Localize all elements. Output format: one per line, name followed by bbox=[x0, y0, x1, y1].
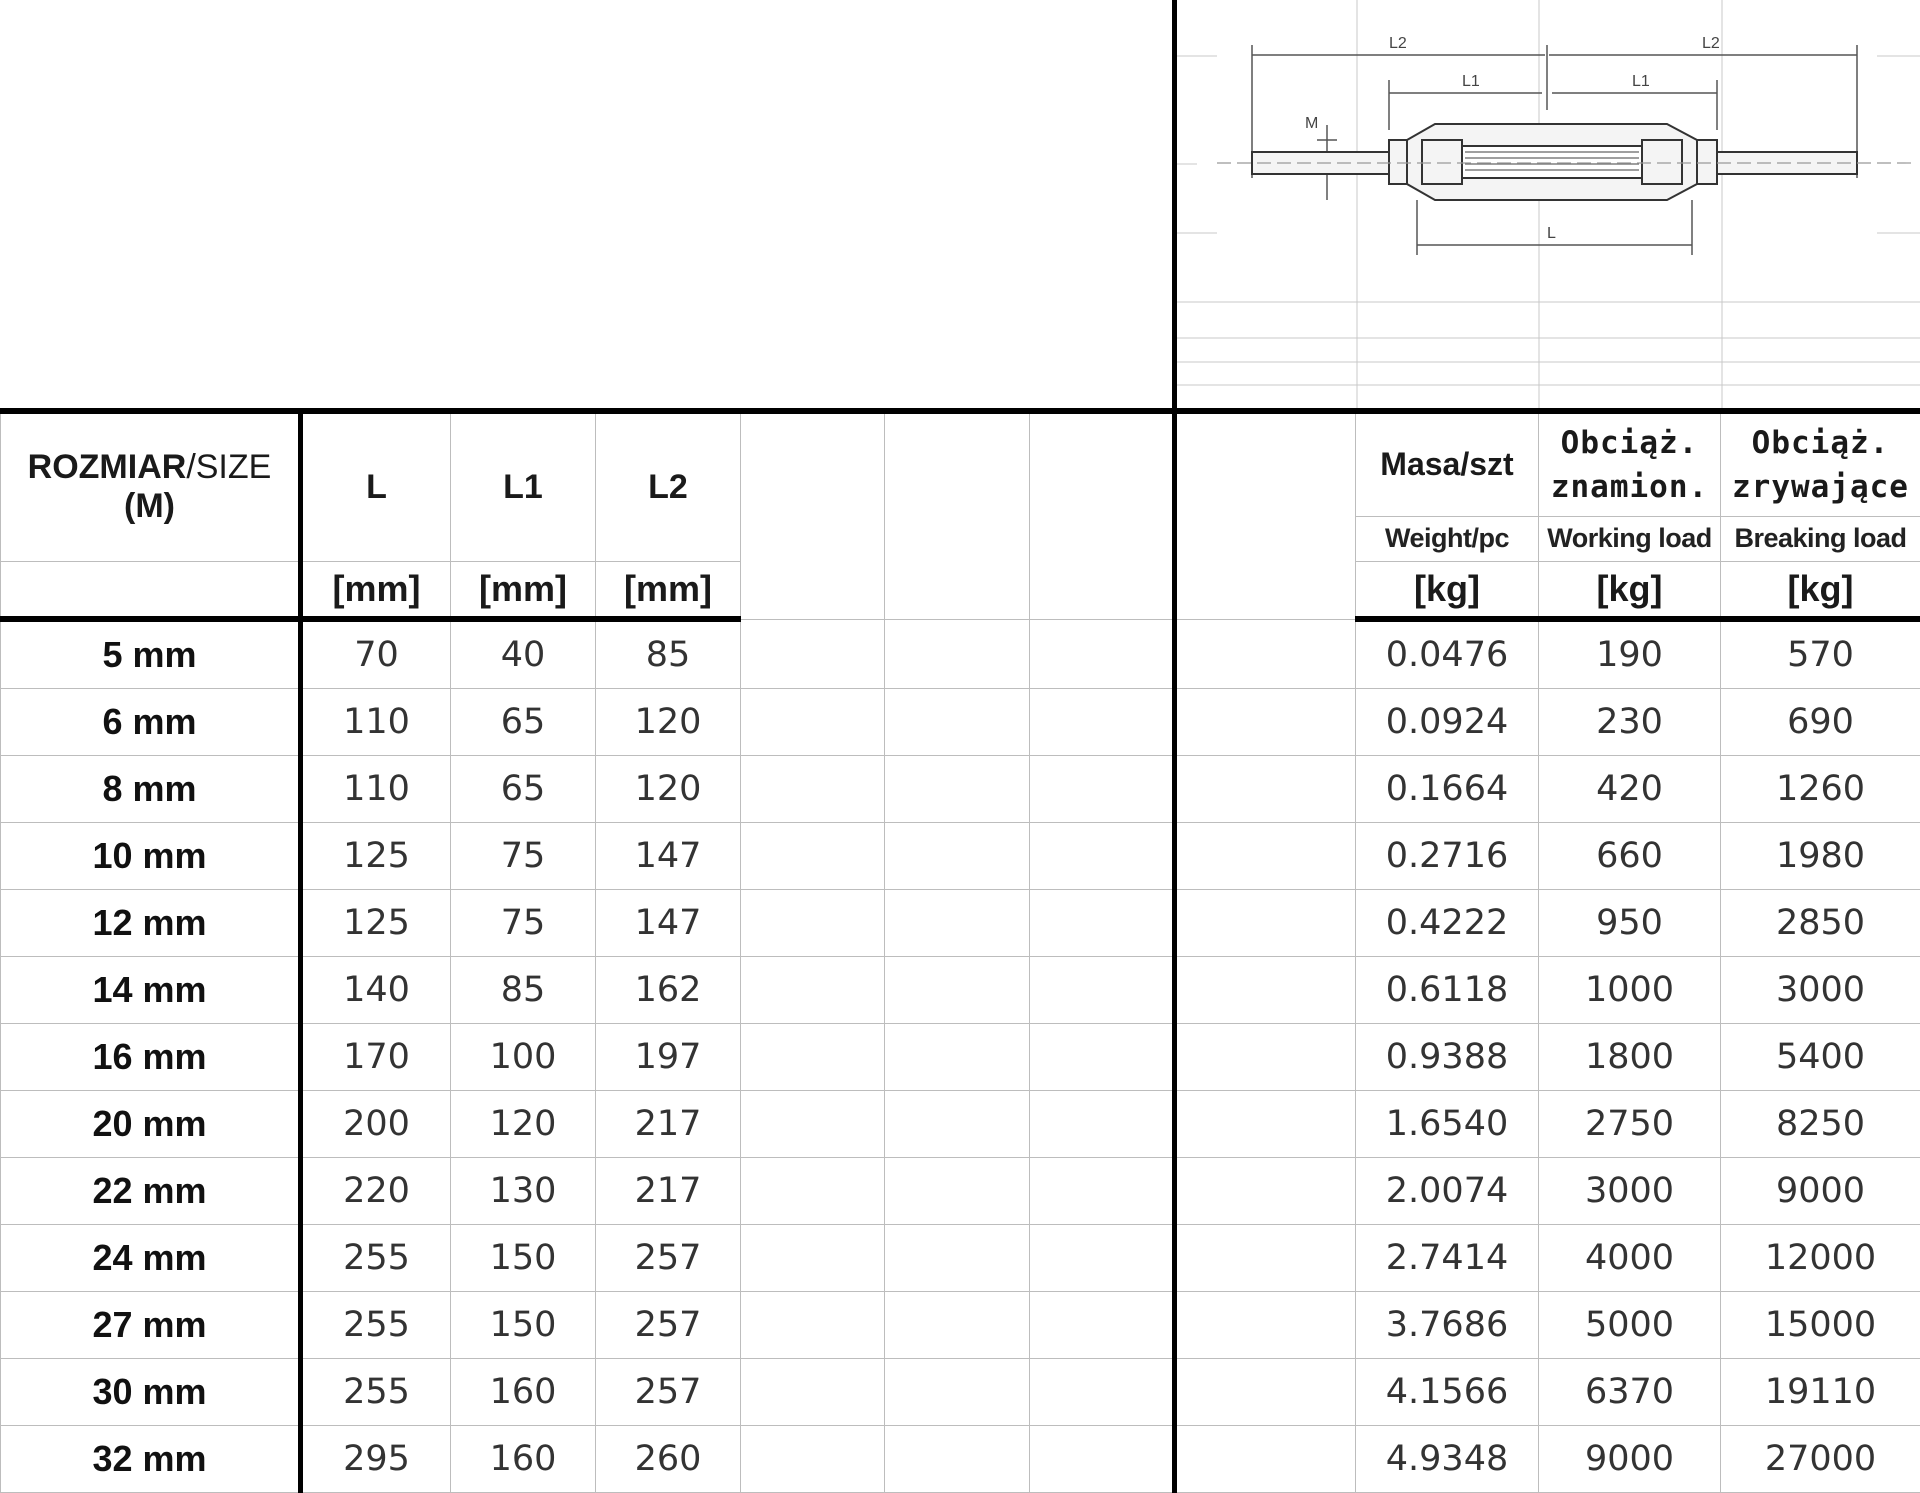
table-row bbox=[1, 1024, 1920, 1091]
empty-cell bbox=[741, 1426, 885, 1493]
empty-cell bbox=[885, 890, 1030, 957]
l-cell: 170 bbox=[301, 1024, 451, 1091]
working-load-cell: 3000 bbox=[1539, 1158, 1721, 1225]
header-l: L bbox=[301, 411, 451, 561]
breaking-load-cell: 2850 bbox=[1721, 890, 1920, 957]
dim-label-l1-right: L1 bbox=[1632, 73, 1650, 90]
breaking-load-cell: 1260 bbox=[1721, 756, 1920, 823]
mass-cell: 0.0924 bbox=[1356, 689, 1539, 756]
empty-cell bbox=[741, 1225, 885, 1292]
empty-cell bbox=[1030, 1158, 1175, 1225]
table-row bbox=[1, 619, 1920, 689]
empty-cell bbox=[741, 957, 885, 1024]
empty-cell bbox=[1175, 1359, 1356, 1426]
l2-cell: 217 bbox=[596, 1158, 741, 1225]
empty-cell bbox=[1175, 1426, 1356, 1493]
working-load-cell: 4000 bbox=[1539, 1225, 1721, 1292]
size-cell: 27 mm bbox=[1, 1292, 301, 1359]
size-cell: 10 mm bbox=[1, 823, 301, 890]
l1-cell: 85 bbox=[451, 957, 596, 1024]
l-cell: 200 bbox=[301, 1091, 451, 1158]
l2-cell: 260 bbox=[596, 1426, 741, 1493]
header-l2: L2 bbox=[596, 411, 741, 561]
empty-cell bbox=[1175, 1024, 1356, 1091]
size-label-thin: /SIZE bbox=[186, 448, 271, 486]
working-label-1: Obciąż. bbox=[1539, 421, 1720, 465]
empty-cell bbox=[1030, 1091, 1175, 1158]
header-breaking bbox=[1721, 411, 1920, 516]
empty-cell bbox=[1030, 756, 1175, 823]
header-working bbox=[1539, 411, 1721, 516]
mass-cell: 0.0476 bbox=[1356, 619, 1539, 689]
empty-cell bbox=[741, 1158, 885, 1225]
empty-cell bbox=[1175, 619, 1356, 689]
mass-sub: Weight/pc bbox=[1356, 516, 1539, 561]
header-size bbox=[1, 411, 301, 561]
unit-working: [kg] bbox=[1539, 561, 1721, 619]
empty-cell bbox=[885, 1091, 1030, 1158]
breaking-sub: Breaking load bbox=[1721, 516, 1920, 561]
mass-cell: 3.7686 bbox=[1356, 1292, 1539, 1359]
top-blank-area bbox=[0, 0, 1172, 408]
l1-cell: 160 bbox=[451, 1359, 596, 1426]
table-row bbox=[1, 957, 1920, 1024]
table-row bbox=[1, 689, 1920, 756]
breaking-load-cell: 690 bbox=[1721, 689, 1920, 756]
empty-cell bbox=[741, 890, 885, 957]
empty-cell bbox=[885, 756, 1030, 823]
l2-cell: 257 bbox=[596, 1292, 741, 1359]
header-empty-2 bbox=[885, 411, 1030, 619]
empty-cell bbox=[741, 756, 885, 823]
l-cell: 125 bbox=[301, 823, 451, 890]
working-load-cell: 190 bbox=[1539, 619, 1721, 689]
l1-cell: 100 bbox=[451, 1024, 596, 1091]
working-label-2: znamion. bbox=[1539, 465, 1720, 509]
l-cell: 110 bbox=[301, 756, 451, 823]
empty-cell bbox=[885, 957, 1030, 1024]
empty-cell bbox=[741, 1292, 885, 1359]
l1-cell: 160 bbox=[451, 1426, 596, 1493]
l1-cell: 120 bbox=[451, 1091, 596, 1158]
empty-cell bbox=[741, 1091, 885, 1158]
empty-cell bbox=[1175, 823, 1356, 890]
table-row bbox=[1, 890, 1920, 957]
breaking-load-cell: 12000 bbox=[1721, 1225, 1920, 1292]
working-sub: Working load bbox=[1539, 516, 1721, 561]
l-cell: 110 bbox=[301, 689, 451, 756]
empty-cell bbox=[885, 1024, 1030, 1091]
table-row bbox=[1, 1091, 1920, 1158]
unit-mass: [kg] bbox=[1356, 561, 1539, 619]
empty-cell bbox=[1175, 1225, 1356, 1292]
l2-cell: 257 bbox=[596, 1225, 741, 1292]
header-empty-4 bbox=[1175, 411, 1356, 619]
l1-cell: 65 bbox=[451, 756, 596, 823]
breaking-load-cell: 3000 bbox=[1721, 957, 1920, 1024]
empty-cell bbox=[1175, 689, 1356, 756]
mass-cell: 0.4222 bbox=[1356, 890, 1539, 957]
empty-cell bbox=[741, 1359, 885, 1426]
l2-cell: 147 bbox=[596, 823, 741, 890]
l-cell: 125 bbox=[301, 890, 451, 957]
turnbuckle-body bbox=[1252, 124, 1857, 200]
empty-cell bbox=[1175, 1091, 1356, 1158]
size-label-bold: ROZMIAR bbox=[28, 448, 187, 486]
table-row bbox=[1, 756, 1920, 823]
empty-cell bbox=[1030, 1426, 1175, 1493]
dim-label-l2-right: L2 bbox=[1702, 35, 1720, 52]
table-row bbox=[1, 1426, 1920, 1493]
working-load-cell: 2750 bbox=[1539, 1091, 1721, 1158]
breaking-load-cell: 15000 bbox=[1721, 1292, 1920, 1359]
l1-cell: 75 bbox=[451, 890, 596, 957]
l1-cell: 130 bbox=[451, 1158, 596, 1225]
unit-breaking: [kg] bbox=[1721, 561, 1920, 619]
mass-cell: 4.1566 bbox=[1356, 1359, 1539, 1426]
l-cell: 140 bbox=[301, 957, 451, 1024]
empty-cell bbox=[885, 1426, 1030, 1493]
table-row bbox=[1, 1292, 1920, 1359]
mass-cell: 4.9348 bbox=[1356, 1426, 1539, 1493]
size-cell: 16 mm bbox=[1, 1024, 301, 1091]
table-row bbox=[1, 1225, 1920, 1292]
empty-cell bbox=[1030, 619, 1175, 689]
breaking-load-cell: 8250 bbox=[1721, 1091, 1920, 1158]
working-load-cell: 1000 bbox=[1539, 957, 1721, 1024]
empty-cell bbox=[885, 1292, 1030, 1359]
header-l1: L1 bbox=[451, 411, 596, 561]
size-cell: 20 mm bbox=[1, 1091, 301, 1158]
empty-cell bbox=[885, 619, 1030, 689]
turnbuckle-diagram-panel bbox=[1172, 0, 1920, 408]
empty-cell bbox=[1030, 1359, 1175, 1426]
empty-cell bbox=[1030, 1024, 1175, 1091]
empty-cell bbox=[1030, 1292, 1175, 1359]
empty-cell bbox=[741, 823, 885, 890]
unit-l2: [mm] bbox=[596, 561, 741, 619]
working-load-cell: 660 bbox=[1539, 823, 1721, 890]
mass-cell: 0.9388 bbox=[1356, 1024, 1539, 1091]
mass-cell: 2.7414 bbox=[1356, 1225, 1539, 1292]
empty-cell bbox=[1175, 1292, 1356, 1359]
breaking-load-cell: 27000 bbox=[1721, 1426, 1920, 1493]
size-cell: 30 mm bbox=[1, 1359, 301, 1426]
table-row bbox=[1, 1158, 1920, 1225]
l2-cell: 120 bbox=[596, 756, 741, 823]
size-cell: 8 mm bbox=[1, 756, 301, 823]
size-unit: (M) bbox=[1, 487, 298, 526]
empty-cell bbox=[741, 689, 885, 756]
l2-cell: 85 bbox=[596, 619, 741, 689]
spec-table bbox=[0, 408, 1920, 1493]
empty-cell bbox=[1030, 823, 1175, 890]
l1-cell: 65 bbox=[451, 689, 596, 756]
l-cell: 255 bbox=[301, 1225, 451, 1292]
empty-cell bbox=[1030, 890, 1175, 957]
header-empty-3 bbox=[1030, 411, 1175, 619]
size-cell: 32 mm bbox=[1, 1426, 301, 1493]
dim-label-l2-left: L2 bbox=[1389, 35, 1407, 52]
working-load-cell: 9000 bbox=[1539, 1426, 1721, 1493]
empty-cell bbox=[1175, 890, 1356, 957]
size-cell: 12 mm bbox=[1, 890, 301, 957]
working-load-cell: 1800 bbox=[1539, 1024, 1721, 1091]
size-cell: 14 mm bbox=[1, 957, 301, 1024]
mass-cell: 2.0074 bbox=[1356, 1158, 1539, 1225]
l1-cell: 40 bbox=[451, 619, 596, 689]
size-cell: 22 mm bbox=[1, 1158, 301, 1225]
mass-cell: 1.6540 bbox=[1356, 1091, 1539, 1158]
l2-cell: 217 bbox=[596, 1091, 741, 1158]
empty-cell bbox=[1030, 957, 1175, 1024]
empty-cell bbox=[1175, 1158, 1356, 1225]
header-row-labels bbox=[1, 411, 1920, 516]
l-cell: 255 bbox=[301, 1292, 451, 1359]
dim-label-l: L bbox=[1547, 225, 1556, 242]
working-load-cell: 420 bbox=[1539, 756, 1721, 823]
working-load-cell: 6370 bbox=[1539, 1359, 1721, 1426]
breaking-load-cell: 5400 bbox=[1721, 1024, 1920, 1091]
dim-label-l1-left: L1 bbox=[1462, 73, 1480, 90]
l1-cell: 150 bbox=[451, 1292, 596, 1359]
working-load-cell: 5000 bbox=[1539, 1292, 1721, 1359]
working-load-cell: 230 bbox=[1539, 689, 1721, 756]
spec-table-body bbox=[1, 619, 1920, 1493]
l2-cell: 257 bbox=[596, 1359, 741, 1426]
empty-cell bbox=[741, 1024, 885, 1091]
empty-cell bbox=[1175, 957, 1356, 1024]
working-load-cell: 950 bbox=[1539, 890, 1721, 957]
empty-cell bbox=[741, 619, 885, 689]
empty-cell bbox=[885, 1359, 1030, 1426]
l2-cell: 162 bbox=[596, 957, 741, 1024]
size-cell: 5 mm bbox=[1, 619, 301, 689]
l-cell: 70 bbox=[301, 619, 451, 689]
dim-label-m: M bbox=[1305, 115, 1318, 132]
empty-cell bbox=[1030, 689, 1175, 756]
table-row bbox=[1, 1359, 1920, 1426]
mass-label: Masa/szt bbox=[1356, 446, 1538, 483]
empty-cell bbox=[885, 823, 1030, 890]
header-mass bbox=[1356, 411, 1539, 516]
size-cell: 24 mm bbox=[1, 1225, 301, 1292]
empty-cell bbox=[1175, 756, 1356, 823]
mass-cell: 0.6118 bbox=[1356, 957, 1539, 1024]
size-unit-empty bbox=[1, 561, 301, 619]
breaking-label-2: zrywające bbox=[1721, 465, 1920, 509]
breaking-load-cell: 570 bbox=[1721, 619, 1920, 689]
turnbuckle-drawing bbox=[1177, 0, 1920, 408]
header-empty-1 bbox=[741, 411, 885, 619]
breaking-load-cell: 9000 bbox=[1721, 1158, 1920, 1225]
breaking-load-cell: 19110 bbox=[1721, 1359, 1920, 1426]
size-cell: 6 mm bbox=[1, 689, 301, 756]
mass-cell: 0.1664 bbox=[1356, 756, 1539, 823]
empty-cell bbox=[885, 689, 1030, 756]
l-cell: 220 bbox=[301, 1158, 451, 1225]
l2-cell: 197 bbox=[596, 1024, 741, 1091]
l1-cell: 75 bbox=[451, 823, 596, 890]
l2-cell: 120 bbox=[596, 689, 741, 756]
breaking-load-cell: 1980 bbox=[1721, 823, 1920, 890]
l-cell: 295 bbox=[301, 1426, 451, 1493]
empty-cell bbox=[885, 1158, 1030, 1225]
table-row bbox=[1, 823, 1920, 890]
unit-l: [mm] bbox=[301, 561, 451, 619]
l-cell: 255 bbox=[301, 1359, 451, 1426]
unit-l1: [mm] bbox=[451, 561, 596, 619]
empty-cell bbox=[1030, 1225, 1175, 1292]
l1-cell: 150 bbox=[451, 1225, 596, 1292]
sheet-grid bbox=[1177, 0, 1920, 408]
l2-cell: 147 bbox=[596, 890, 741, 957]
empty-cell bbox=[885, 1225, 1030, 1292]
mass-cell: 0.2716 bbox=[1356, 823, 1539, 890]
breaking-label-1: Obciąż. bbox=[1721, 421, 1920, 465]
